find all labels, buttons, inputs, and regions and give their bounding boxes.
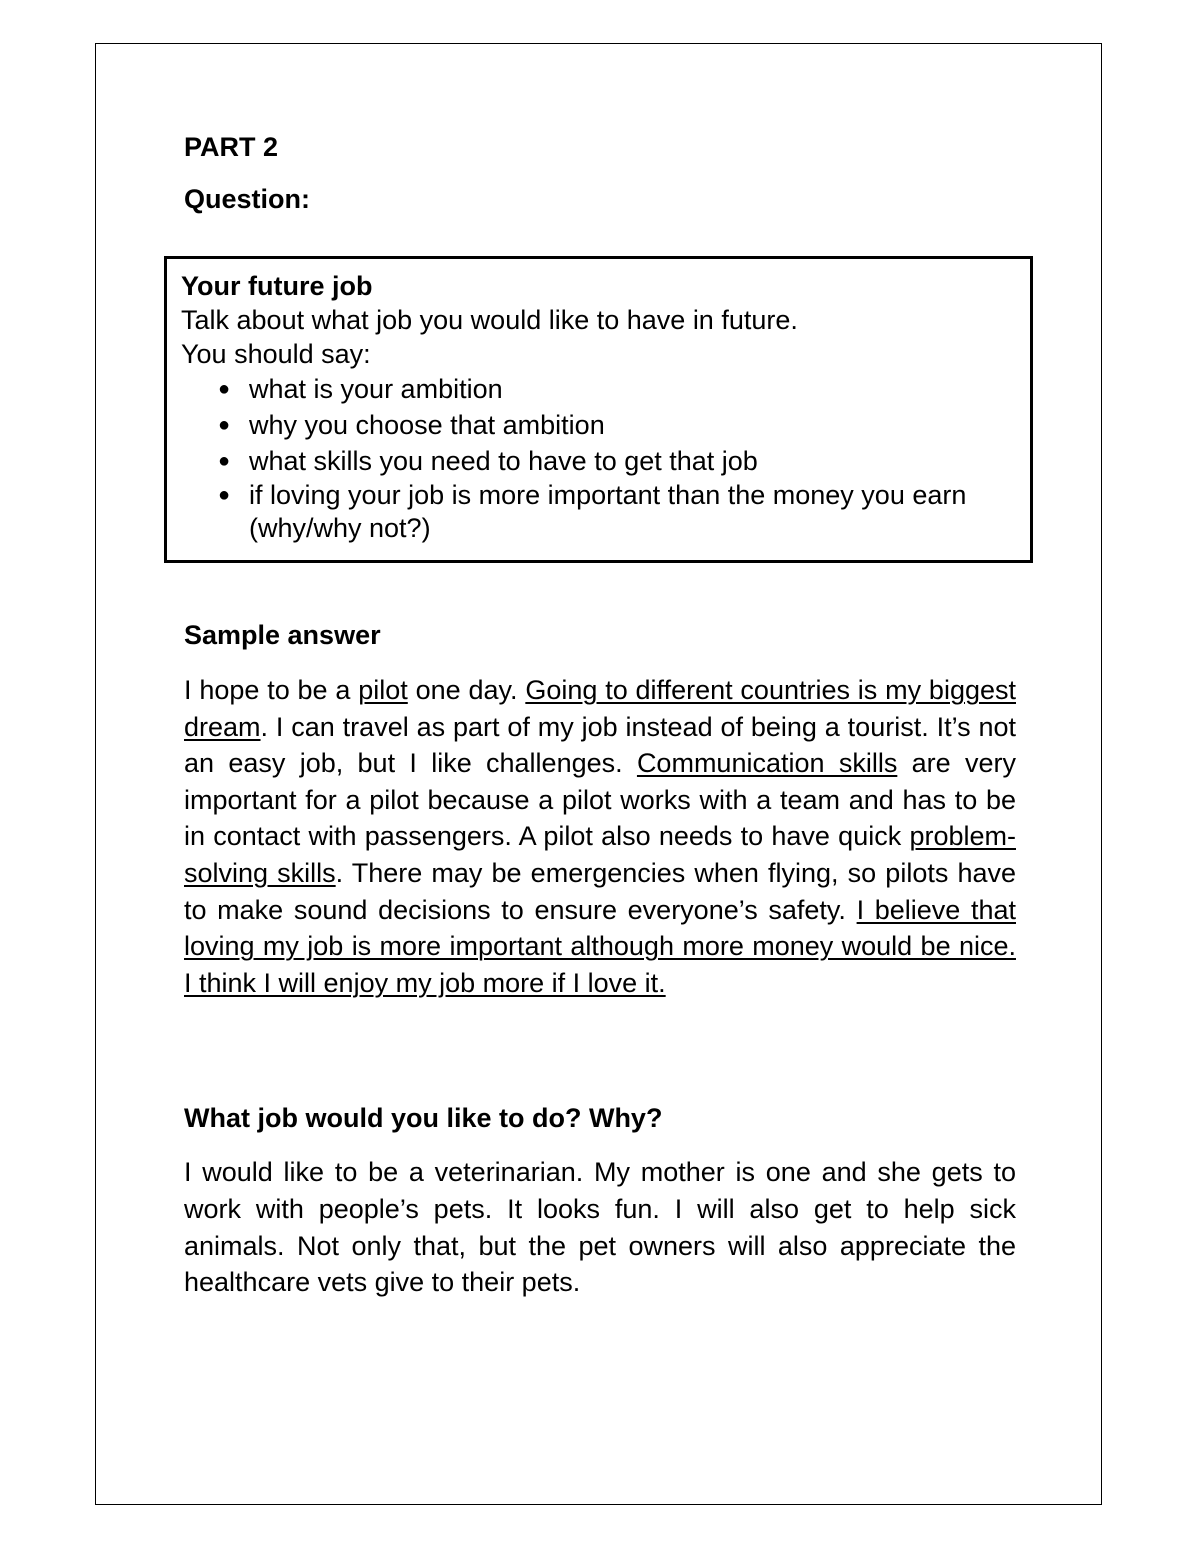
bullet-icon: ● <box>218 378 231 400</box>
answer-segment: . I can travel as part of my job instead of being a tourist. It’s not an easy job, but I like challenges. <box>184 711 1016 779</box>
answer-segment-underlined: I believe that loving my job is more important although more money would be nice. I think I will enjoy my job more if I love it. <box>184 894 1016 998</box>
list-item <box>181 479 1016 545</box>
bullet-text: what is your ambition <box>249 374 503 404</box>
answer-segment: . There may be emergencies when flying, so pilots have to make sound decisions to ensure everyone’s safety. <box>184 857 1016 925</box>
cue-card-should-say: You should say: <box>181 339 371 369</box>
bullet-text: why you choose that ambition <box>249 410 605 440</box>
answer-segment: are very important for a pilot because a pilot works with a team and has to be in contact with passengers. A pilot also needs to have quick <box>184 748 1016 852</box>
cue-card-prompt: Talk about what job you would like to have in future. <box>181 305 798 335</box>
list-item <box>181 407 1016 443</box>
cue-card-title: Your future job <box>181 271 373 301</box>
question2-heading: What job would you like to do? Why? <box>184 1103 663 1133</box>
list-item <box>181 443 1016 479</box>
question2-answer: I would like to be a veterinarian. My mother is one and she gets to work with people’s pets. It looks fun. I will also get to help sick animals. Not only that, but the pet owners will also appreciate the healthcare vets give to their pets. <box>184 1157 1016 1298</box>
answer-segment: I hope to be a <box>184 675 359 705</box>
list-item <box>181 371 1016 407</box>
bullet-icon: ● <box>218 484 231 506</box>
answer-segment-underlined: pilot <box>358 675 408 705</box>
bullet-icon: ● <box>218 450 231 472</box>
bullet-icon: ● <box>218 414 231 436</box>
sample-answer-heading: Sample answer <box>184 620 381 650</box>
cue-card-bullet-list <box>181 371 1016 545</box>
question-label: Question: <box>184 184 310 214</box>
answer-segment-underlined: Going to different countries is my biggest dream <box>184 675 1016 742</box>
sample-answer-paragraph <box>184 672 1016 1001</box>
cue-card <box>164 256 1033 563</box>
answer-segment-underlined: Communication skills <box>636 748 898 779</box>
bullet-text: if loving your job is more important than the money you earn (why/why not?) <box>249 480 967 543</box>
part-title: PART 2 <box>184 132 279 162</box>
answer-segment: one day. <box>407 675 526 705</box>
answer-segment-underlined: problem-solving skills <box>184 821 1016 888</box>
bullet-text: what skills you need to have to get that job <box>249 446 758 476</box>
